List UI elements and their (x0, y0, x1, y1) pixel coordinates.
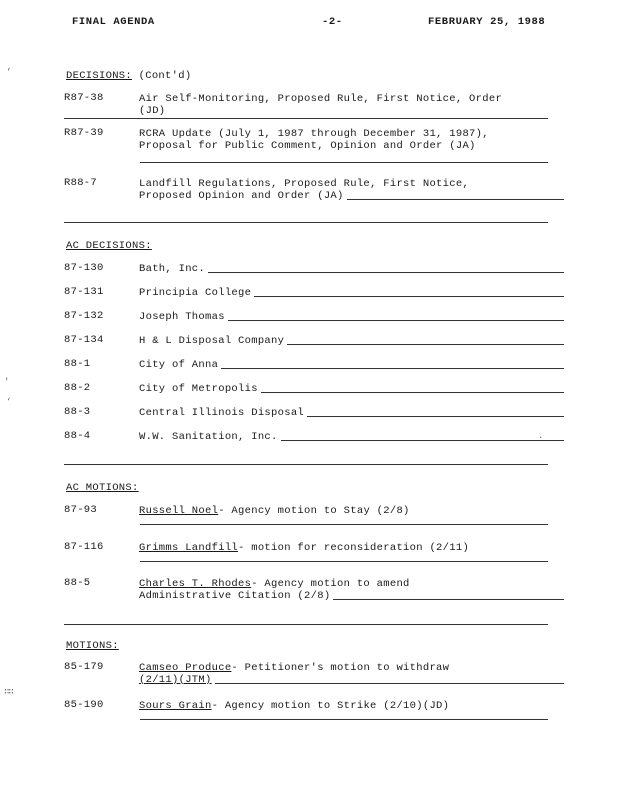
motion-text: - Agency motion to Stay (2/8) (218, 504, 410, 517)
signature-line (64, 464, 548, 465)
scan-mark: . (538, 431, 544, 441)
signature-line (140, 524, 548, 525)
motion-text: - Petitioner's motion to withdraw (231, 661, 450, 674)
decisions-suffix: (Cont'd) (138, 70, 192, 82)
signature-line (64, 222, 548, 223)
scan-mark: ' (4, 377, 10, 387)
motion-text: - Agency motion to Strike (2/10)(JD) (211, 699, 450, 712)
docket-number: 87-116 (64, 541, 104, 553)
motion-text: - Agency motion to amend (251, 577, 410, 590)
decisions-title: DECISIONS: (66, 70, 133, 82)
decision-text: Landfill Regulations, Proposed Rule, First Notice, (139, 177, 470, 190)
docket-number: 85-190 (64, 699, 104, 711)
signature-line (140, 162, 548, 163)
docket-number: 87-131 (64, 286, 104, 298)
docket-number: 87-93 (64, 504, 98, 516)
party-name: Camseo Produce (139, 661, 232, 674)
page-number: -2- (322, 16, 343, 28)
header-date: FEBRUARY 25, 1988 (428, 16, 546, 28)
party-name: Principia College (139, 286, 252, 299)
party-name: Sours Grain (139, 699, 212, 712)
scan-mark: ‘ (6, 67, 12, 77)
docket-number: 88-4 (64, 430, 91, 442)
signature-line (140, 561, 548, 562)
scan-mark: ‘ (6, 397, 12, 407)
party-name: Grimms Landfill (139, 541, 239, 554)
ac-motions-title: AC MOTIONS: (66, 482, 139, 494)
party-name: H & L Disposal Company (139, 334, 285, 347)
decision-text: Air Self-Monitoring, Proposed Rule, First Notice, Order (139, 92, 503, 105)
docket-number: 88-5 (64, 577, 91, 589)
motion-text: Administrative Citation (2/8) (139, 590, 331, 602)
docket-number: 88-3 (64, 406, 91, 418)
decisions-heading (66, 70, 191, 82)
docket-number: 87-130 (64, 262, 104, 274)
motion-text: (2/11)(JTM) (139, 674, 212, 686)
party-name: W.W. Sanitation, Inc. (139, 430, 278, 443)
decision-text: Proposal for Public Comment, Opinion and Order (JA) (139, 140, 476, 152)
party-name: Central Illinois Disposal (139, 406, 305, 419)
decision-text: RCRA Update (July 1, 1987 through December 31, 1987), (139, 127, 489, 140)
decision-text: Proposed Opinion and Order (JA) (139, 190, 344, 202)
party-name: City of Anna (139, 358, 219, 371)
docket-number: 85-179 (64, 661, 104, 673)
docket-number: R88-7 (64, 177, 98, 189)
motion-text: - motion for reconsideration (2/11) (238, 541, 470, 554)
signature-line (64, 624, 548, 625)
party-name: City of Metropolis (139, 382, 258, 395)
ac-decisions-title: AC DECISIONS: (66, 240, 152, 252)
docket-number: 88-1 (64, 358, 91, 370)
docket-number: R87-38 (64, 92, 104, 104)
scan-mark: ∷∷ (4, 687, 13, 697)
decision-text: (JD) (139, 105, 166, 117)
signature-line (64, 118, 548, 119)
motions-title: MOTIONS: (66, 640, 119, 652)
party-name: Bath, Inc. (139, 262, 206, 275)
party-name: Russell Noel (139, 504, 219, 517)
party-name: Joseph Thomas (139, 310, 225, 323)
party-name: Charles T. Rhodes (139, 577, 252, 590)
docket-number: 88-2 (64, 382, 91, 394)
header-title: FINAL AGENDA (72, 16, 155, 28)
signature-line (140, 719, 548, 720)
docket-number: 87-134 (64, 334, 104, 346)
docket-number: R87-39 (64, 127, 104, 139)
docket-number: 87-132 (64, 310, 104, 322)
